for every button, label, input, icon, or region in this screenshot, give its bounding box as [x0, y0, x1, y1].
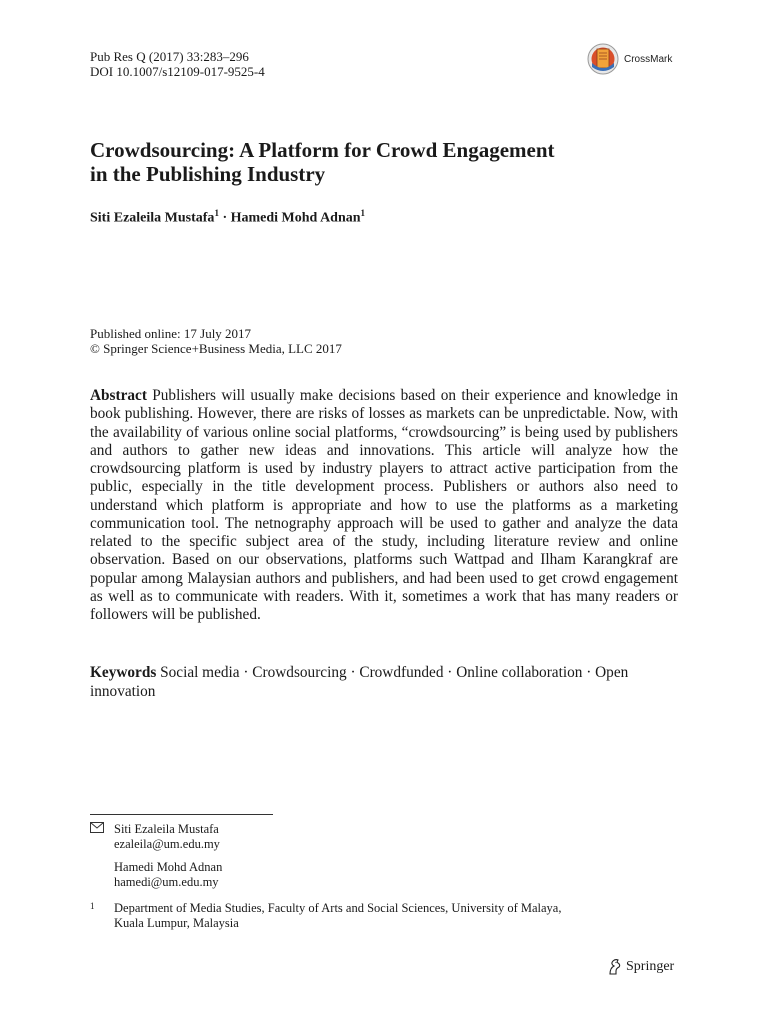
contact-email[interactable]: hamedi@um.edu.my — [114, 875, 219, 889]
affiliation-line-1: Department of Media Studies, Faculty of Arts and Social Sciences, University of Malaya, — [114, 901, 562, 915]
crossmark-label: CrossMark — [624, 53, 673, 65]
author-separator: · — [222, 210, 228, 226]
affiliation-mark: 1 — [360, 208, 366, 218]
keywords — [90, 664, 678, 701]
author-list — [90, 208, 365, 227]
springer-horse-icon — [607, 958, 623, 976]
contact-name: Hamedi Mohd Adnan — [114, 860, 223, 874]
author-name: Siti Ezaleila Mustafa — [90, 210, 215, 226]
crossmark-badge[interactable] — [587, 43, 672, 75]
article-title — [90, 138, 690, 186]
publisher-logo — [607, 958, 674, 976]
doi[interactable]: DOI 10.1007/s12109-017-9525-4 — [90, 64, 265, 79]
journal-header — [90, 49, 265, 79]
keywords-label: Keywords — [90, 664, 157, 681]
copyright: © Springer Science+Business Media, LLC 2017 — [90, 341, 342, 356]
footnote-divider — [90, 814, 273, 815]
published-date: Published online: 17 July 2017 — [90, 326, 252, 341]
correspondence — [90, 822, 222, 890]
envelope-icon — [90, 822, 114, 852]
abstract-label: Abstract — [90, 387, 147, 404]
publication-info — [90, 326, 342, 356]
author-name: Hamedi Mohd Adnan — [230, 210, 361, 226]
abstract — [90, 387, 678, 624]
title-line-1: Crowdsourcing: A Platform for Crowd Engagement — [90, 138, 555, 162]
affiliation-number: 1 — [90, 901, 95, 911]
contact-name: Siti Ezaleila Mustafa — [114, 822, 219, 836]
journal-citation: Pub Res Q (2017) 33:283–296 — [90, 49, 249, 64]
affiliation — [90, 901, 561, 931]
crossmark-icon — [587, 43, 619, 75]
contact-email[interactable]: ezaleila@um.edu.my — [114, 837, 220, 851]
abstract-text: Publishers will usually make decisions based on their experience and knowledge in book publishing. However, there are risks of losses as markets can be unpredictable. Now, with the availability of various online social platforms, “crowdsourcing” is being used by publishers and authors to gather new ideas and innovations. This article will analyze how the crowdsourcing platform is used by industry players to attract active participation from the public, especially in the title development process. Publishers or authors also need to understand which platform is appropriate and how to use the platforms as a marketing communication tool. The netnography approach will be used to gather and analyze the data related to the specific subject area of the study, including literature review and online observation. Based on our observations, platforms such Wattpad and Ilham Karangkraf are popular among Malaysian authors and publishers, and had been used to get crowd engagement as well as to communicate with readers. With it, sometimes a work that has many readers or followers will be published. — [90, 387, 678, 623]
affiliation-mark: 1 — [214, 208, 219, 218]
title-line-2: in the Publishing Industry — [90, 162, 326, 186]
affiliation-line-2: Kuala Lumpur, Malaysia — [114, 916, 239, 930]
keywords-text: Social media · Crowdsourcing · Crowdfunded · Online collaboration · Open innovation — [90, 664, 629, 700]
publisher-name: Springer — [626, 959, 675, 974]
